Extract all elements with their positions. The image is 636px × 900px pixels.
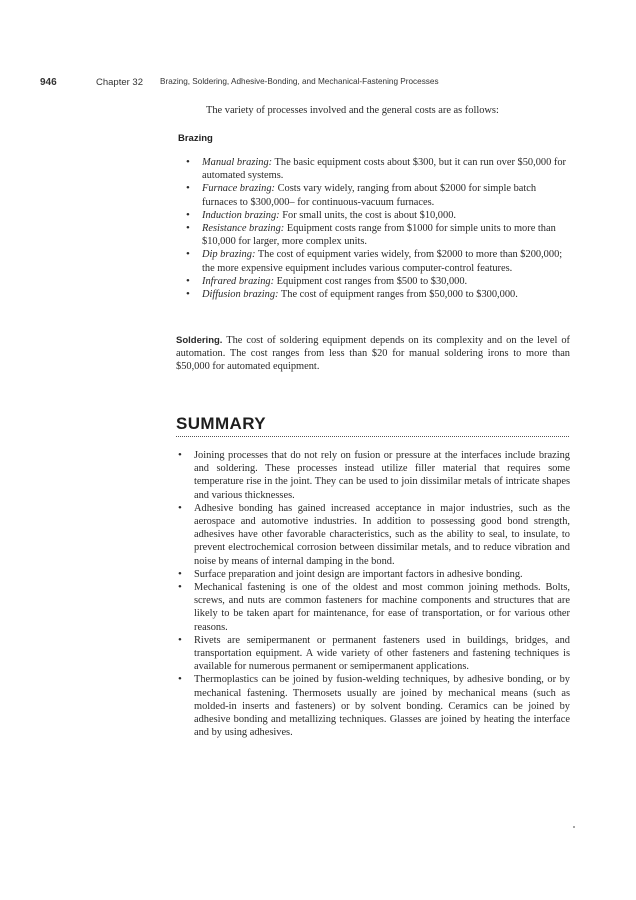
- list-item: • Surface preparation and joint design are important factors in adhesive bonding.: [176, 568, 570, 581]
- summary-list: [176, 449, 570, 739]
- chapter-label: Chapter 32: [96, 77, 144, 88]
- brazing-description: For small units, the cost is about $10,000.: [279, 209, 456, 221]
- brazing-term: Furnace brazing:: [202, 183, 276, 195]
- running-head: [40, 77, 600, 91]
- list-item: • Mechanical fastening is one of the oldest and most common joining methods. Bolts, screws, and nuts are common fasteners for machine components and structures that are likely to be taken apart for maintenance, for ease of transportation, or for various other reasons.: [176, 581, 570, 634]
- summary-title: SUMMARY: [176, 414, 266, 433]
- list-item: [186, 222, 570, 248]
- brazing-term: Dip brazing:: [202, 249, 256, 261]
- list-item: • Rivets are semipermanent or permanent fasteners used in buildings, bridges, and transportation equipment. A wide variety of other fasteners and fastening techniques is available for numerous permanent or semipermanent applications.: [176, 634, 570, 674]
- brazing-description: Equipment costs range from $1000 for simple units to more than $10,000 for larger, more complex units.: [202, 223, 556, 248]
- list-item: • Adhesive bonding has gained increased acceptance in major industries, such as the aerospace and automotive industries. In addition to possessing good bond strength, adhesives have other favorable characteristics, such as the ability to seal, to insulate, to prevent electrochemical corrosion between dissimilar metals, and to reduce vibration and noise by means of internal damping in the bond.: [176, 502, 570, 568]
- intro-paragraph: The variety of processes involved and the general costs are as follows:: [206, 105, 499, 116]
- soldering-heading: Soldering.: [176, 335, 223, 346]
- brazing-term: Diffusion brazing:: [202, 289, 279, 301]
- list-item: [186, 156, 570, 182]
- soldering-paragraph: [176, 334, 570, 374]
- list-item: [186, 209, 570, 222]
- list-item: [186, 288, 570, 301]
- brazing-description: Equipment cost ranges from $500 to $30,000.: [274, 275, 468, 287]
- brazing-heading: Brazing: [178, 133, 213, 144]
- brazing-description: The basic equipment costs about $300, but it can run over $50,000 for automated systems.: [202, 157, 567, 182]
- brazing-term: Infrared brazing:: [202, 275, 275, 287]
- summary-divider: [176, 436, 569, 437]
- brazing-term: Manual brazing:: [202, 157, 273, 168]
- scan-speck: [573, 826, 575, 828]
- brazing-description: The cost of equipment ranges from $50,000 to $300,000.: [278, 289, 518, 301]
- brazing-description: Costs vary widely, ranging from about $2000 for simple batch furnaces to $300,000– for continuous-vacuum furnaces.: [202, 183, 537, 208]
- brazing-list: [186, 156, 570, 301]
- brazing-description: The cost of equipment varies widely, from $2000 to more than $200,000; the more expensive equipment includes various computer-control features.: [202, 249, 563, 274]
- chapter-title: Brazing, Soldering, Adhesive-Bonding, and Mechanical-Fastening Processes: [160, 77, 439, 86]
- list-item: [186, 275, 570, 288]
- list-item: [186, 182, 570, 208]
- list-item: [186, 248, 570, 274]
- brazing-term: Induction brazing:: [202, 209, 280, 221]
- list-item: • Thermoplastics can be joined by fusion-welding techniques, by adhesive bonding, or by mechanical fastening. Thermosets usually are joined by mechanical means (such as molded-in inserts and fasteners) or by solvent bonding. Ceramics can be joined by adhesive bonding and metallizing techniques. Glasses are joined by heating the interface and by using adhesives.: [176, 673, 570, 739]
- list-item: • Joining processes that do not rely on fusion or pressure at the interfaces include brazing and soldering. These processes instead utilize filler material that requires some temperature rise in the joint. They can be used to join dissimilar metals of intricate shapes and various thicknesses.: [176, 449, 570, 502]
- page-number: 946: [40, 77, 57, 88]
- brazing-term: Resistance brazing:: [202, 223, 285, 235]
- soldering-text: The cost of soldering equipment depends on its complexity and on the level of automation. The cost ranges from less than $20 for manual soldering irons to more than $50,000 for automated equipment.: [176, 335, 570, 373]
